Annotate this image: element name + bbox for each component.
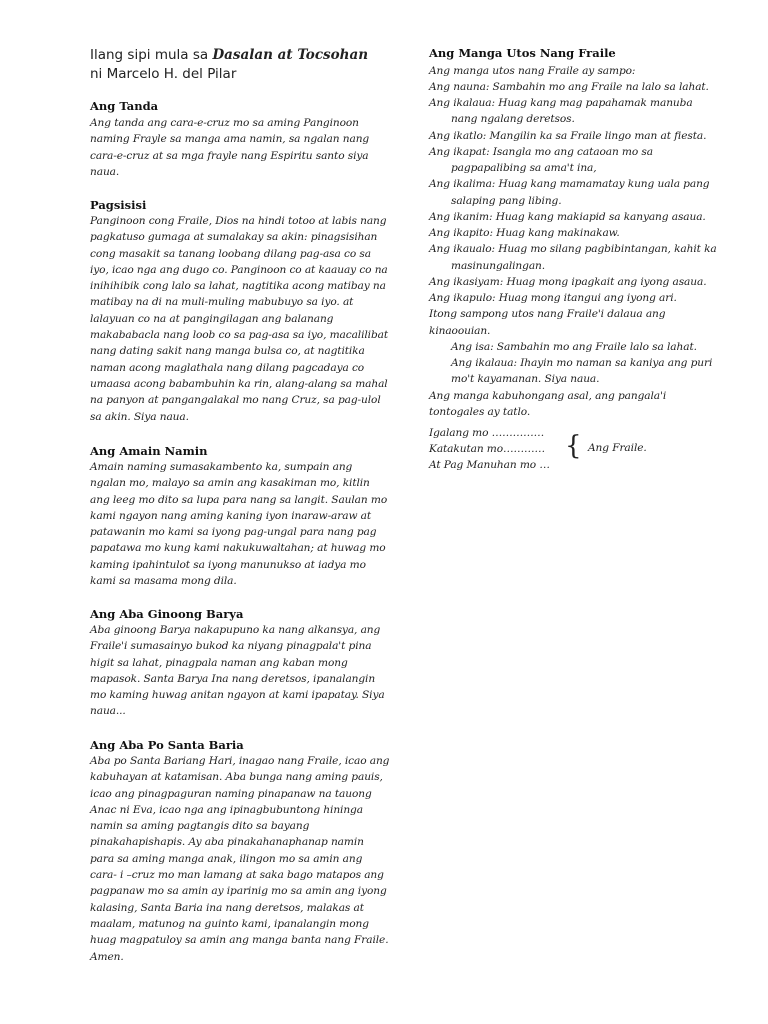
heading-tanda: Ang Tanda	[90, 99, 159, 113]
utos-line: salaping pang libing.	[451, 194, 562, 207]
utos-line: Ang ikalaua: Huag kang mag papahamak manuba	[429, 97, 693, 109]
utos-line: Ang ikasiyam: Huag mong ipagkait ang iyong asaua.	[429, 275, 707, 288]
utos-line: tontogales ay tatlo.	[429, 405, 531, 418]
text-amain: Amain naming sumasakambento ka, sumpain ang ngalan mo, malayo sa amin ang kasakiman mo, kitlin ang leeg mo dito sa lupa para nang sa langit. Saulan mo kami ngayon nang aming kaning iyon inaraw-araw at patawanin mo kami sa iyong pag-ungal para nang pag papatawa mo kung kami nakukuwaltahan; at huwag mo kaming ipahintulot sa iyong manunukso at iadya mo kami sa masama mong dila.	[90, 461, 388, 588]
utos-line: Ang ikapito: Huag kang makinakaw.	[429, 227, 620, 239]
triad-line-3: At Pag Manuhan mo …	[429, 459, 550, 471]
utos-line: Ang manga utos nang Fraile ay sampo:	[429, 64, 636, 77]
utos-line: Ang ikaualo: Huag mo silang pagbibintangan, kahit ka	[429, 243, 717, 256]
title-prefix: Ilang sipi mula sa	[90, 47, 213, 63]
utos-line: kinaoouian.	[429, 324, 491, 337]
utos-line: pagpapalibing sa ama't ina,	[451, 162, 597, 174]
utos-line: Itong sampong utos nang Fraile'i dalaua ang	[429, 308, 666, 321]
utos-line: Ang ikalima: Huag kang mamamatay kung uala pang	[429, 178, 710, 191]
heading-amain: Ang Amain Namin	[90, 444, 208, 458]
heading-baria: Ang Aba Po Santa Baria	[90, 738, 244, 752]
text-baria: Aba po Santa Bariang Hari, inagao nang Fraile, icao ang kabuhayan at katamisan. Aba bunga nang aming pauis, icao ang pinagpaguran naming pinapanaw na tauong Anac ni Eva, icao nga ang ipinagbubuntong hininga namin sa aming pagtangis dito sa bayang pinakahapishapis. Ay aba pinakahanaphanap namin para sa aming manga anak, ilingon mo sa amin ang cara- i –cruz mo man lamang at saka bago matapos ang pagpanaw mo sa amin ay iparinig mo sa amin ang iyong kalasing, Santa Baria ina nang deretsos, malakas at maalam, matunog na guinto kami, ipanalangin mong huag magpatuloy sa amin ang manga banta nang Fraile. Amen.	[90, 755, 390, 963]
utos-line: masinungalingan.	[451, 259, 546, 272]
title-work: Dasalan at Tocsohan	[212, 47, 369, 63]
text-tanda: Ang tanda ang cara-e-cruz mo sa aming Panginoon naming Frayle sa manga ama namin, sa ngalan nang cara-e-cruz at sa mga frayle nang Espiritu santo siya naua.	[90, 117, 370, 178]
brace-glyph: {	[565, 431, 582, 461]
utos-line: Ang ikapat: Isangla mo ang cataoan mo sa	[429, 145, 653, 158]
triad-line-1: Igalang mo ……………	[429, 427, 545, 439]
triad-line-2: Katakutan mo…………	[429, 443, 546, 455]
text-barya: Aba ginoong Barya nakapupuno ka nang alkansya, ang Fraile'i sumasainyo bukod ka niyang pinagpala't pina higit sa lahat, pinagpala naman ang kaban mong mapasok. Santa Barya Ina nang deretsos, ipanalangin mo kaming huwag anitan ngayon at kami ipapatay. Siya naua...	[90, 624, 385, 718]
heading-utos: Ang Manga Utos Nang Fraile	[429, 46, 616, 60]
text-pagsisisi: Panginoon cong Fraile, Dios na hindi totoo at labis nang pagkatuso gumaga at sumalakay sa akin: pinagsisihan cong masakit sa tanang loobang dilang pag-asa co sa iyo, icao nga ang dugo co. Panginoon co at kaauay co na inihihibik cong lalo sa lahat, nagtitika acong matibay na matibay na di na muli-muling mabubuyo sa iyo. at lalayuan co na at pangingilagan ang balanang makababacla nang loob co sa pag-asa sa iyo, macalilibat nang dating sakit nang manga bulsa co, at nagtitika naman acong maglathala nang dilang pagcadaya co umaasa acong babambuhin ka rin, alang-alang sa mahal na panyon at pangangalakal mo nang Cruz, sa pag-ulol sa akin. Siya naua.	[90, 215, 389, 423]
triad-target: Ang Fraile.	[588, 442, 647, 454]
heading-pagsisisi: Pagsisisi	[90, 198, 147, 212]
title-byline: ni Marcelo H. del Pilar	[90, 66, 237, 82]
utos-line: Ang isa: Sambahin mo ang Fraile lalo sa lahat.	[451, 340, 697, 353]
utos-line: Ang nauna: Sambahin mo ang Fraile na lalo sa lahat.	[429, 80, 709, 93]
utos-line: Ang manga kabuhongang asal, ang pangala'i	[429, 389, 667, 402]
utos-line: nang ngalang deretsos.	[451, 113, 575, 126]
utos-line: Ang ikapulo: Huag mong itangui ang iyong ari.	[429, 292, 677, 304]
utos-line: mo't kayamanan. Siya naua.	[451, 373, 600, 386]
utos-line: Ang ikalaua: Ihayin mo naman sa kaniya ang puri	[451, 357, 713, 369]
document-title	[90, 46, 390, 84]
utos-line: Ang ikatlo: Mangilin ka sa Fraile lingo man at fiesta.	[429, 129, 707, 142]
heading-barya: Ang Aba Ginoong Barya	[90, 607, 244, 621]
utos-line: Ang ikanim: Huag kang makiapid sa kanyang asaua.	[429, 210, 706, 223]
